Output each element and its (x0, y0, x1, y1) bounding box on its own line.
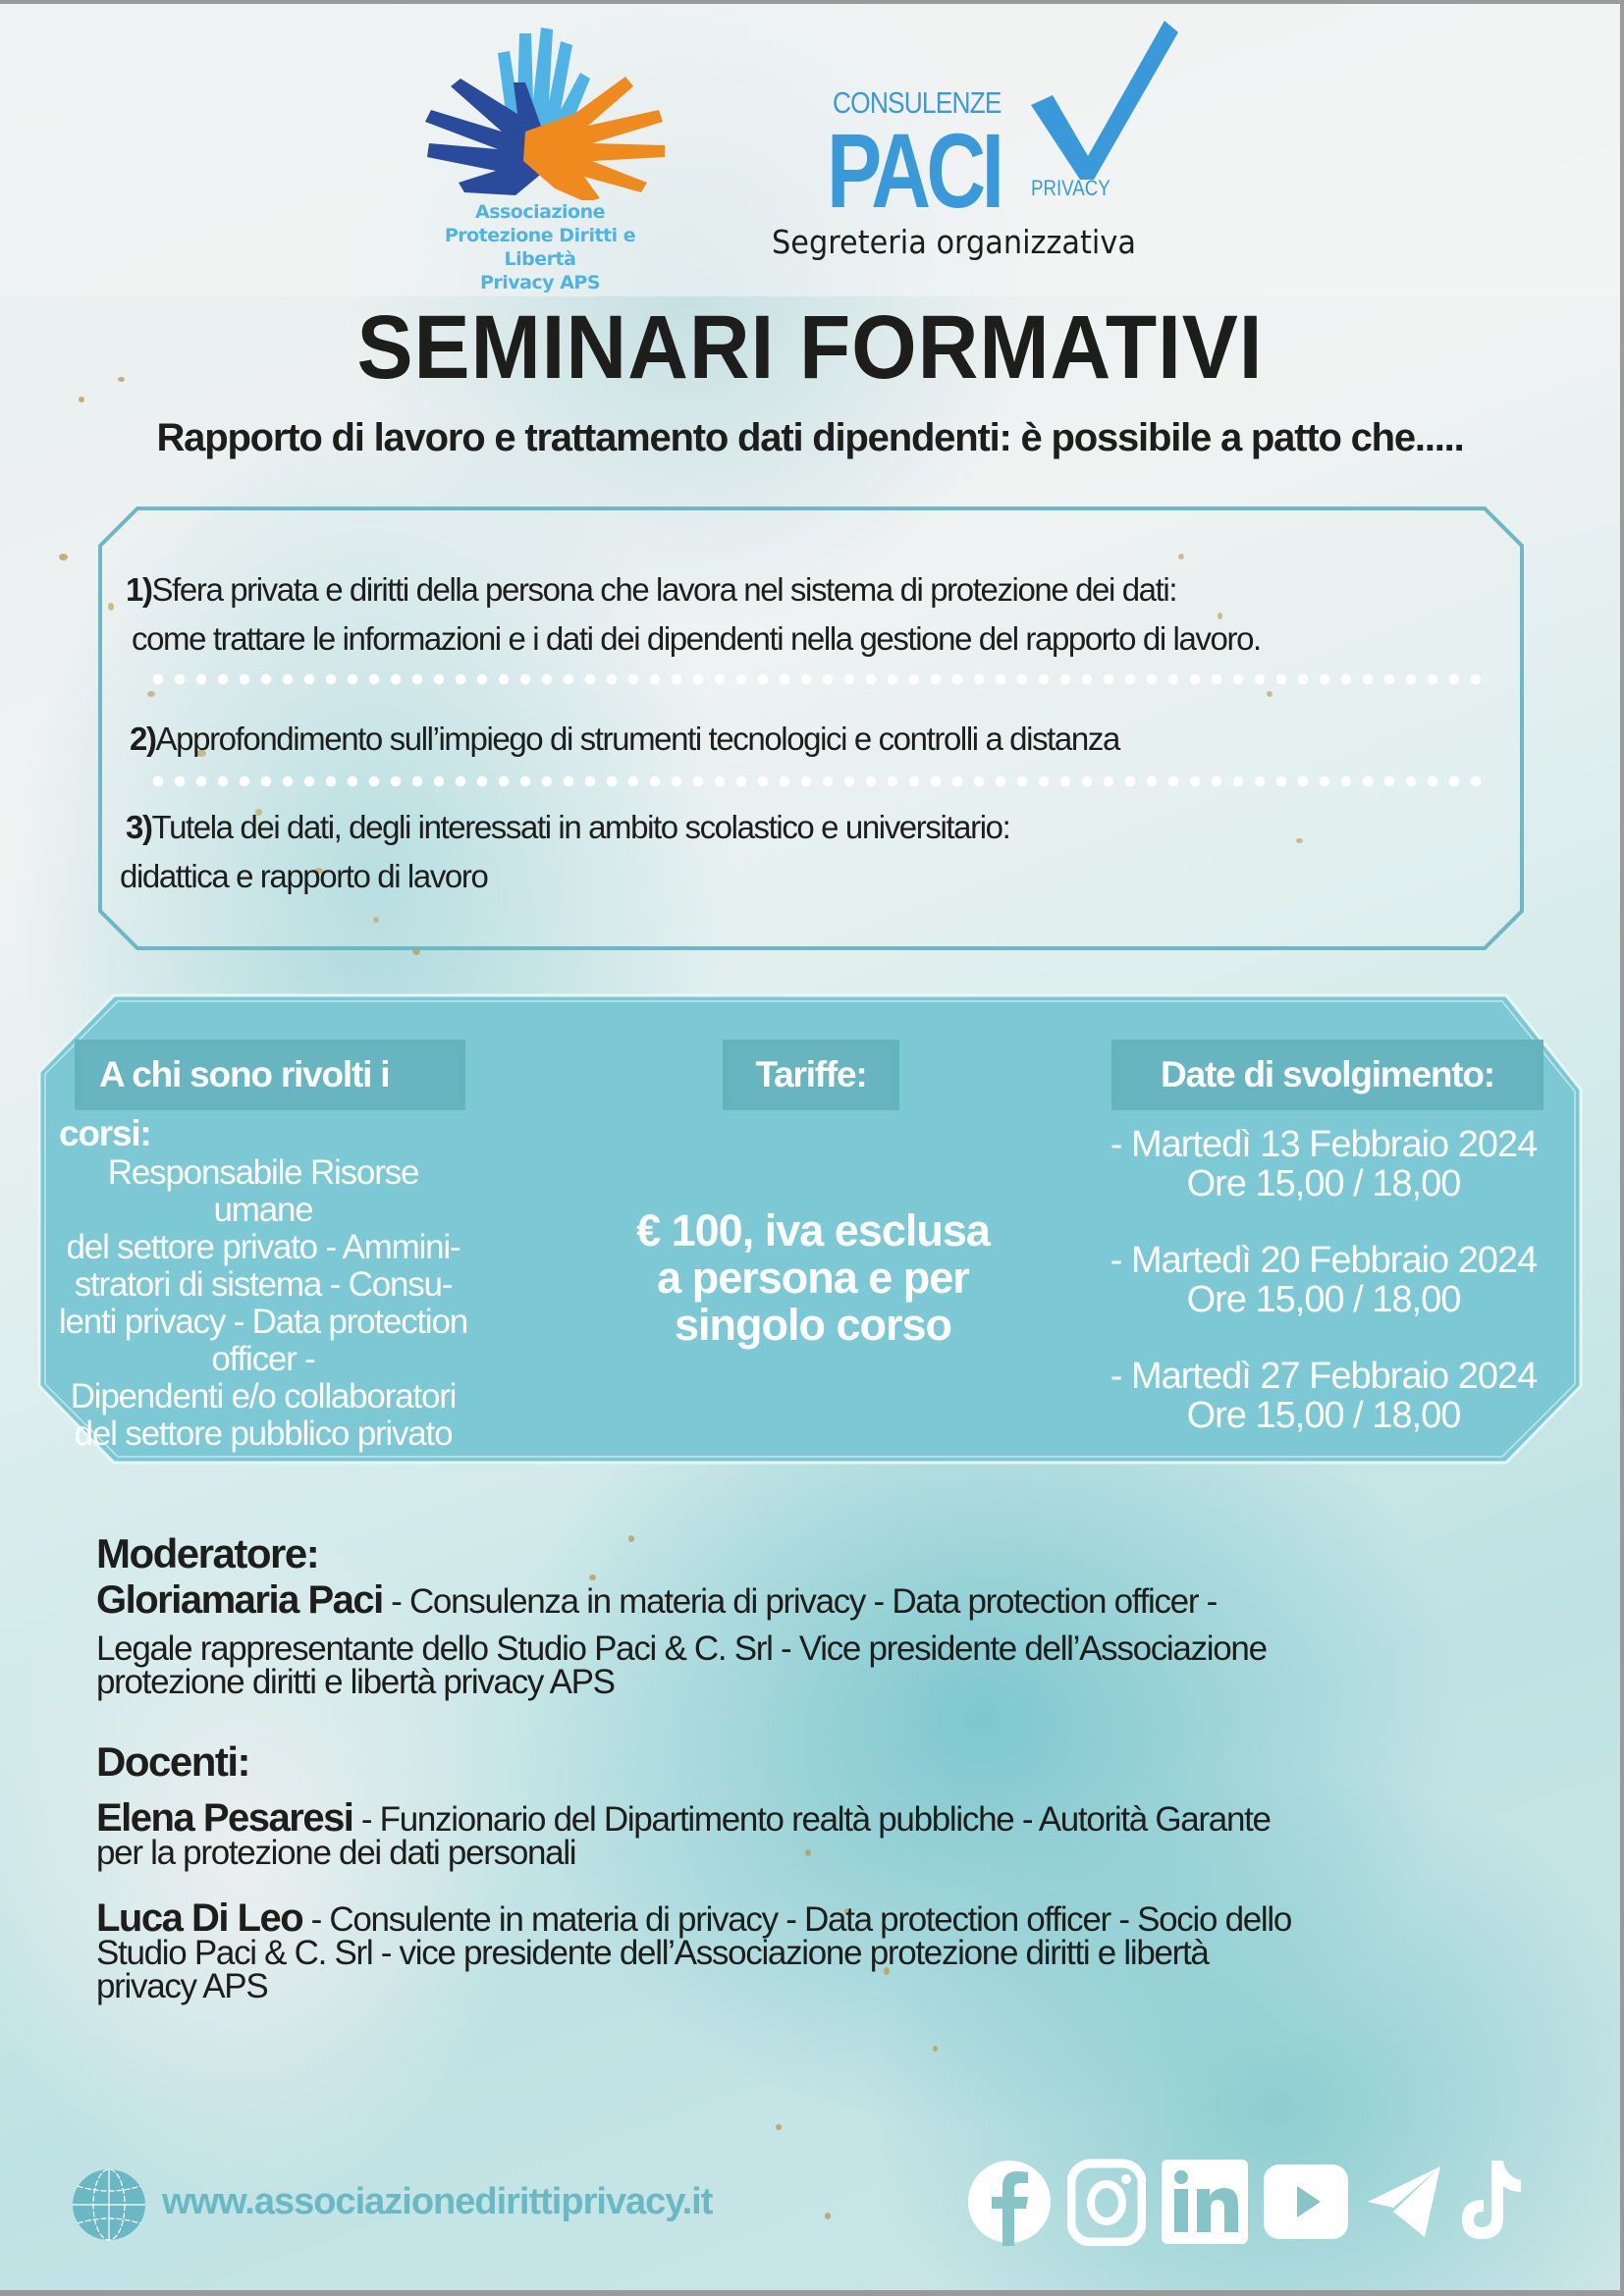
date-item: - Martedì 27 Febbraio 2024 Ore 15,00 / 18,00 (1110, 1356, 1538, 1436)
topic-3: 3)Tutela dei dati, degli interessati in ambito scolastico e universitario: didattica e rapporto di lavoro (120, 809, 1010, 894)
moderator-heading: Moderatore: (96, 1530, 319, 1576)
dates-heading-tag: Date di svolgimento: (1111, 1040, 1543, 1110)
association-logo (407, 24, 673, 294)
teacher-name: Elena Pesaresi (96, 1796, 353, 1840)
globe-icon (72, 2168, 146, 2241)
website-link[interactable]: www.associazionedirittiprivacy.it (162, 2181, 713, 2222)
paci-privacy-label: PRIVACY (1031, 176, 1110, 200)
organizer-tagline: Segreteria organizzativa (772, 223, 1136, 261)
teacher-entry: Luca Di Leo - Consulente in materia di privacy - Data protection officer - Socio dello Studio Paci & C. Srl - vice presidente dell’Associazione protezione diritti e libertà privacy APS (96, 1896, 1292, 2005)
fee-amount: € 100, iva esclusa a persona e per singolo corso (636, 1205, 990, 1350)
paci-consulenze-label: CONSULENZE (833, 85, 1001, 120)
tiktok-icon[interactable] (1458, 2161, 1521, 2248)
topic-1: 1)Sfera privata e diritti della persona che lavora nel sistema di protezione dei dati: come trattare le informazioni e i dati dei dipendenti nella gestione del rapporto di lavoro. (126, 571, 1261, 657)
linkedin-icon[interactable] (1162, 2160, 1248, 2249)
page-title: SEMINARI FORMATIVI (356, 297, 1264, 398)
teacher-name: Luca Di Leo (96, 1896, 303, 1940)
association-name: Associazione Protezione Diritti e Libertà Privacy APS (444, 201, 636, 294)
dates-list (1088, 1125, 1559, 1472)
audience-heading-tag: A chi sono rivolti i (75, 1040, 465, 1110)
facebook-icon[interactable] (967, 2158, 1052, 2251)
info-panel (37, 993, 1583, 1465)
checkmark-icon (1031, 19, 1178, 186)
three-hands-icon (407, 24, 673, 200)
divider-dots (147, 775, 1492, 787)
speakers-section (96, 1530, 1549, 2003)
youtube-icon[interactable] (1264, 2164, 1348, 2244)
paci-wordmark: PACI (827, 111, 1001, 230)
audience-list: Responsabile Risorse umane del settore privato - Ammini- stratori di sistema - Consu- lenti privacy - Data protection officer - Dipendenti e/o collaboratori del settore pubblico privato (58, 1153, 468, 1453)
fees-heading-tag: Tariffe: (723, 1040, 899, 1110)
page-subtitle: Rapporto di lavoro e trattamento dati dipendenti: è possibile a patto che..... (156, 416, 1464, 459)
teacher-entry: Elena Pesaresi - Funzionario del Dipartimento realtà pubbliche - Autorità Garante per la protezione dei dati personali (96, 1796, 1271, 1872)
topic-2: 2)Approfondimento sull’impiego di strumenti tecnologici e controlli a distanza (130, 721, 1119, 757)
audience-heading-cont: corsi: (59, 1113, 151, 1153)
social-links (967, 2158, 1521, 2251)
topics-box (98, 507, 1524, 950)
divider-dots (147, 673, 1492, 685)
date-item: - Martedì 13 Febbraio 2024 Ore 15,00 / 18,00 (1110, 1124, 1538, 1204)
instagram-icon[interactable] (1067, 2158, 1146, 2251)
moderator-entry: Gloriamaria Paci - Consulenza in materia di privacy - Data protection officer - Legale rappresentante dello Studio Paci & C. Srl - Vice presidente dell’Associazione protezione diritti e libertà privacy APS (96, 1578, 1267, 1701)
date-item: - Martedì 20 Febbraio 2024 Ore 15,00 / 18,00 (1110, 1240, 1538, 1320)
paci-privacy-logo (766, 19, 1218, 264)
telegram-icon[interactable] (1364, 2164, 1442, 2244)
moderator-name: Gloriamaria Paci (96, 1578, 383, 1622)
teachers-heading: Docenti: (96, 1738, 249, 1785)
